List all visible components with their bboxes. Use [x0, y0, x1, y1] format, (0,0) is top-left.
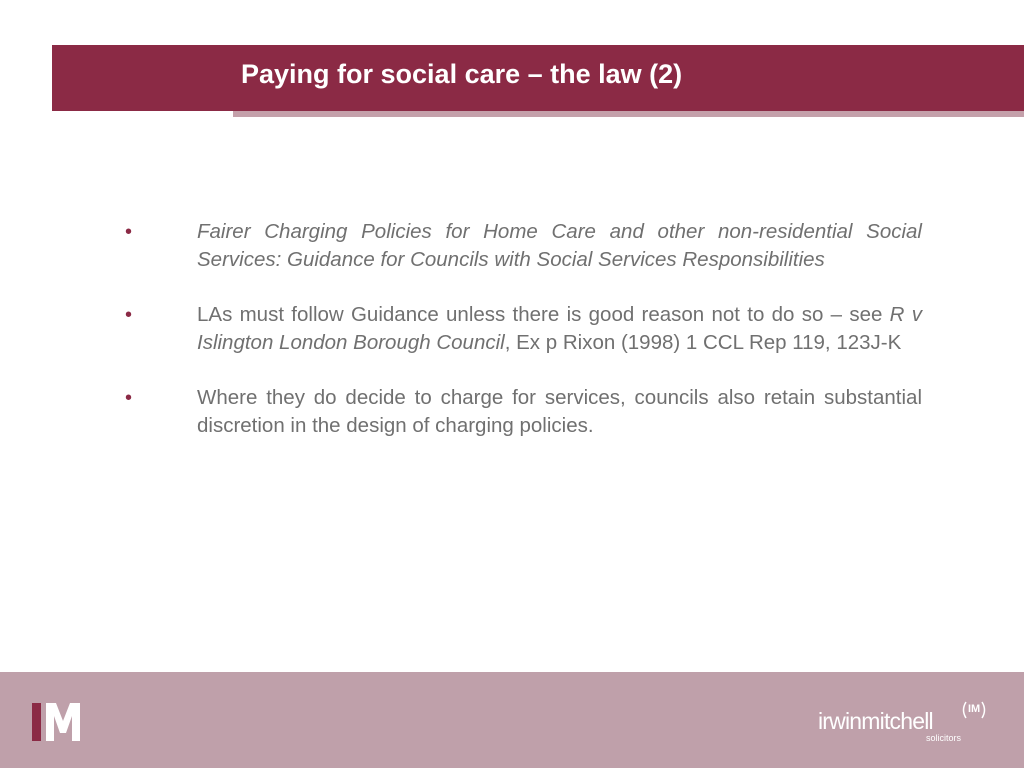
- bullet-marker: •: [125, 221, 133, 243]
- brand-mark-label: IM: [968, 703, 981, 715]
- bullet-text: Where they do decide to charge for services, councils also retain substantial discretion in the design of charging policies.: [197, 386, 922, 437]
- bullet-list: [125, 218, 922, 467]
- im-logo: [32, 703, 94, 741]
- case-citation: , Ex p Rixon (1998) 1 CCL Rep 119, 123J-K: [504, 331, 902, 354]
- bullet-text: Fairer Charging Policies for Home Care and other non-residential Social Services: Guidance for Councils with Social Services Responsibilities: [197, 220, 922, 271]
- bullet-marker: •: [125, 304, 133, 326]
- brand-subtitle: solicitors: [926, 733, 962, 743]
- brand-name: irwinmitchell: [818, 708, 933, 734]
- irwinmitchell-logo: [818, 700, 988, 746]
- bullet-item-charging-discretion: [125, 384, 922, 440]
- slide-title: Paying for social care – the law (2): [241, 59, 683, 89]
- bullet-item-las-must-follow: [125, 301, 922, 357]
- case-name: R v Islington London Borough Council: [197, 303, 922, 354]
- title-underline: [233, 111, 1024, 117]
- bullet-marker: •: [125, 387, 133, 409]
- bullet-text: LAs must follow Guidance unless there is good reason not to do so – see: [197, 303, 890, 326]
- bullet-item-guidance: [125, 218, 922, 274]
